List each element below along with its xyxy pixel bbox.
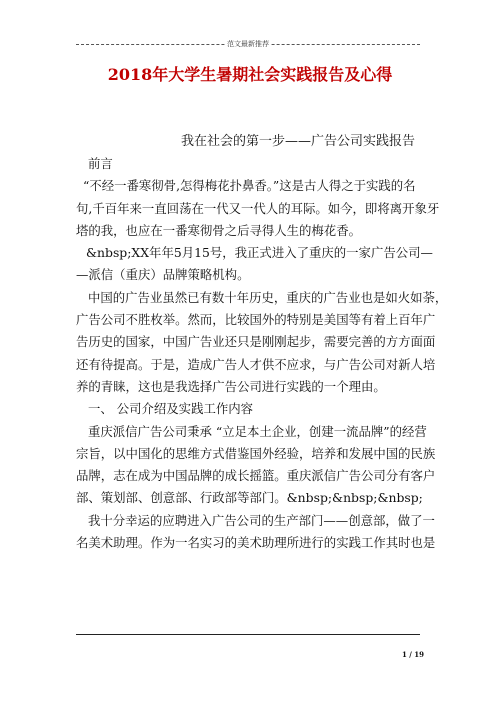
body-line: 我十分幸运的应聘进入广告公司的生产部门——创意部，做了一 — [88, 512, 435, 528]
body-line: 句,千百年来一直回荡在一代又一代人的耳际。如今，即将离开象牙 — [76, 200, 440, 216]
body-line: 养的青睐，这也是我选择广告公司进行实践的一个理由。 — [76, 378, 386, 394]
body-line: 塔的我，也应在一番寒彻骨之后寻得人生的梅花香。 — [76, 222, 361, 238]
document-title: 2018年大学生暑期社会实践报告及心得 — [107, 65, 393, 84]
body-line: 部、策划部、创意部、行政部等部门。&nbsp;&nbsp;&nbsp; — [76, 490, 423, 506]
body-line: 重庆派信广告公司秉承 “立足本土企业，创建一流品牌”的经营 — [88, 423, 427, 439]
body-line: 还有待提高。于是，造成广告人才供不应求，与广告公司对新人培 — [76, 356, 436, 372]
section-heading: 一、 公司介绍及实践工作内容 — [88, 401, 254, 417]
body-line: 名美术助理。作为一名实习的美术助理所进行的实践工作其时也是 — [76, 535, 436, 551]
body-line: 告历史的国家，中国广告业还只是刚刚起步，需要完善的方方面面 — [76, 334, 436, 350]
body-line: 宗旨，以中国化的思维方式借鉴国外经验，培养和发展中国的民族 — [76, 445, 436, 461]
document-body — [76, 153, 448, 554]
page-number: 1 / 19 — [401, 650, 424, 659]
body-line: 广告公司不胜枚举。然而，比较国外的特别是美国等有着上百年广 — [76, 312, 436, 328]
document-subtitle: 我在社会的第一步——广告公司实践报告 — [181, 134, 416, 149]
body-line: 中国的广告业虽然已有数十年历史，重庆的广告业也是如火如荼， — [88, 289, 448, 305]
page-header — [76, 38, 420, 50]
header-text: 范文最新推荐 — [227, 40, 269, 48]
body-line: 品牌，志在成为中国品牌的成长摇篮。重庆派信广告公司分有客户 — [76, 468, 436, 484]
body-line: &nbsp;XX年年5月15号，我正式进入了重庆的一家广告公司— — [86, 245, 433, 261]
body-line: —派信（重庆）品牌策略机构。 — [76, 267, 250, 283]
body-line: “不经一番寒彻骨,怎得梅花扑鼻香。”这是古人得之于实践的名 — [83, 178, 416, 194]
heading-preface: 前言 — [88, 156, 113, 171]
footer-rule — [76, 634, 420, 635]
